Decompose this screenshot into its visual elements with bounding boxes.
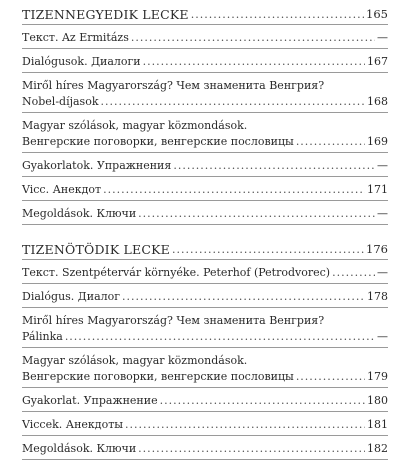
entry-title: Viccek. Анекдоты [22,418,124,431]
toc-entry [22,31,388,49]
toc-entry [22,418,388,436]
entry-title: Nobel-díjasok [22,95,99,108]
toc-entry [22,290,388,308]
page-number: — [377,207,388,220]
page-number: — [377,330,388,343]
section-heading [22,8,388,25]
page-number: 169 [367,135,388,148]
entry-title: Gyakorlat. Упражнение [22,394,158,407]
entry-title: Текст. Szentpétervár környéke. Peterhof (Petrodvorec) [22,266,331,279]
page-number: — [377,159,388,172]
entry-title: Текст. Az Ermitázs [22,31,129,44]
entry-title-line: Miről híres Magyarország? Чем знаменита Венгрия? [22,79,325,92]
page-number: 180 [367,394,388,407]
toc-entry [22,354,388,388]
dot-leader [131,31,375,44]
section-heading-title: TIZENÖTÖDIK LECKE [22,242,170,257]
entry-title-line: Miről híres Magyarország? Чем знаменита Венгрия? [22,314,325,327]
section-heading-title: TIZENNEGYEDIK LECKE [22,7,189,22]
toc-entry [22,119,388,153]
section-heading [22,243,388,260]
entry-title: Gyakorlatok. Упражнения [22,159,172,172]
page-number: 167 [367,55,388,68]
page-number: 179 [367,370,388,383]
dot-leader [143,55,365,68]
page-number: 182 [367,442,388,455]
dot-leader [172,243,364,256]
page-number: 171 [367,183,388,196]
entry-title: Dialógusok. Диалоги [22,55,141,68]
dot-leader [138,442,365,455]
entry-title: Vicc. Анекдот [22,183,102,196]
toc-entry [22,314,388,348]
toc-entry [22,183,388,201]
toc-entry [22,266,388,284]
entry-title-line: Magyar szólások, magyar közmondások. [22,119,248,132]
dot-leader [103,183,365,196]
dot-leader [173,159,375,172]
entry-title: Венгерские поговорки, венгерские пословицы [22,370,294,383]
entry-title: Megoldások. Ключи [22,442,137,455]
dot-leader [138,207,375,220]
toc-entry [22,55,388,73]
entry-title: Dialógus. Диалог [22,290,121,303]
dot-leader [296,370,365,383]
dot-leader [125,418,365,431]
page-number: 181 [367,418,388,431]
page-number: — [377,266,388,279]
table-of-contents [22,8,388,466]
page-number: 178 [367,290,388,303]
toc-section-14 [22,8,388,225]
toc-section-15 [22,243,388,460]
dot-leader [101,95,366,108]
dot-leader [122,290,365,303]
entry-title: Megoldások. Ключи [22,207,137,220]
entry-title: Pálinka [22,330,63,343]
page-number: — [377,31,388,44]
page-number: 168 [367,95,388,108]
dot-leader [332,266,375,279]
dot-leader [191,8,364,21]
dot-leader [65,330,375,343]
toc-entry [22,159,388,177]
dot-leader [160,394,365,407]
entry-title-line: Magyar szólások, magyar közmondások. [22,354,248,367]
page-number: 165 [366,7,388,21]
toc-entry [22,207,388,225]
dot-leader [296,135,365,148]
entry-title: Венгерские поговорки, венгерские пословицы [22,135,294,148]
toc-entry [22,79,388,113]
page-number: 176 [366,242,388,256]
toc-entry [22,394,388,412]
toc-entry [22,442,388,460]
